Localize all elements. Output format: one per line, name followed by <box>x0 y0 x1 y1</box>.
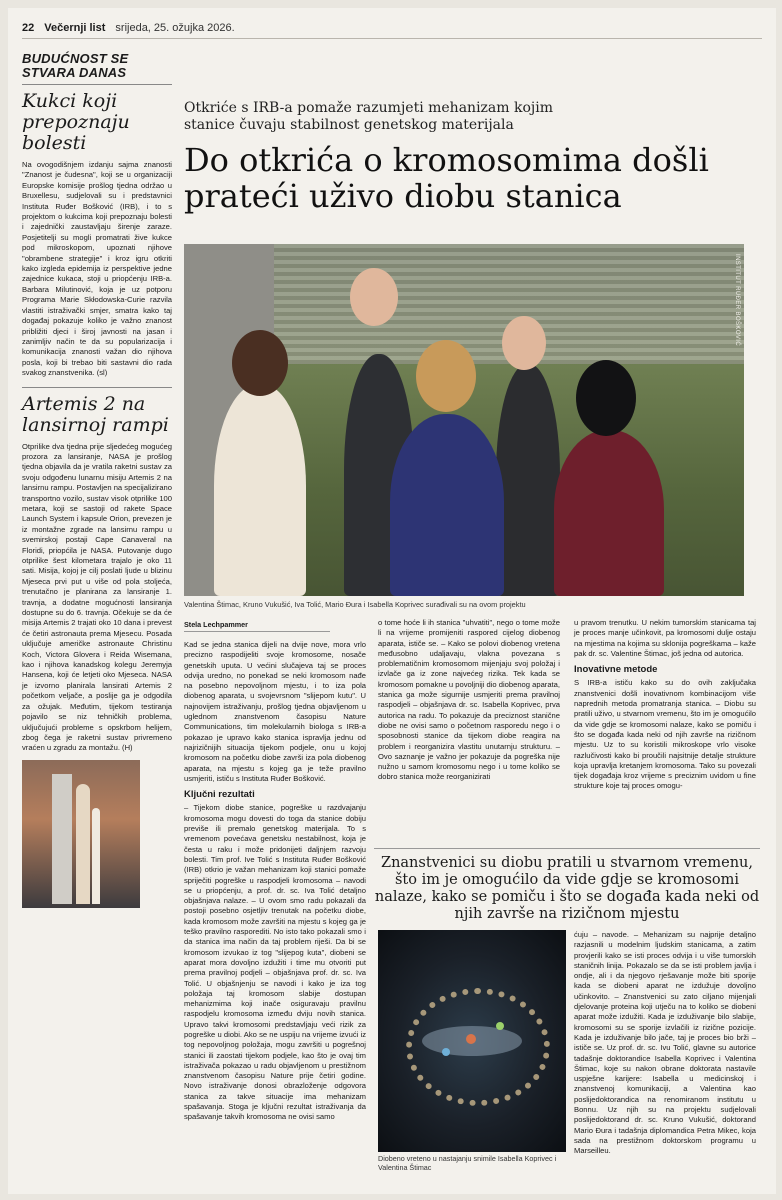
article-kicker: Otkriće s IRB-a pomaže razumjeti mehanizam kojim stanice čuvaju stabilnost genetskog materijala <box>184 100 553 133</box>
person-back-right-head <box>502 316 546 370</box>
article-column-2 <box>378 618 560 783</box>
article-column-3 <box>574 618 756 792</box>
article-headline: Do otkrića o kromosomima došli prateći uživo diobu stanica <box>184 141 709 215</box>
person-center <box>390 414 504 596</box>
chromosome-dot <box>496 1022 504 1030</box>
sidebar-column <box>22 46 172 908</box>
col4-paragraph-1: ćuju – navode. – Mehanizam su najprije detaljno razjasnili u modelnim ljudskim stanicama, a zatim provjerili kako se isti proces odvija i u više tumorskih staničnih linija. Pokazalo se da se isti problem javlja i ondje, ali i da njegovo rješavanje može biti sporije kada se diobeni aparat ne izdužuje dovoljno učinkovito. – Znanstvenici su zato ciljano mijenjali djelovanje proteina koji utječu na to koliko se diobeni aparat može izdužiti. Kada je izduživanje bilo slabije, kromosomi su se sporije izvlačili iz rizične pozicije. Kada je izduživanje bilo jače, taj je proces bio brži – ističe se. Uz prof. dr. sc. Ivu Tolić, glavne su autorice tadašnje doktorandice Isabella Koprivec i Valentina Štimac, koje su nakon obrane doktorata nastavile uspješne karijere: Isabella u medicinskoj i znanstvenoj komunikaciji, a Valentina kao poslijedoktorandica na renomiranom institutu u Bonnu. Uz njih su na projektu sudjelovali poslijedoktorand dr. sc. Kruno Vukušić, doktorand Mario Đura i tadašnja diplomandica Petra Mikec, koja sada na prestižnom doktorskom programu u Marseilleu. <box>574 930 756 1156</box>
person-right <box>554 430 664 596</box>
article-column-4 <box>574 930 756 1157</box>
issue-date: srijeda, 25. ožujka 2026. <box>115 22 235 34</box>
person-right-hair <box>576 360 636 436</box>
team-photo <box>184 244 744 596</box>
col1-paragraph-2: – Tijekom diobe stanice, pogreške u razdvajanju kromosoma mogu dovesti do toga da stanice dobiju previše ili premalo genetskog materijala. To s vremenom povećava genetsku nestabilnost, koja je česta u raku i može pridonijeti daljnjem razvoju bolesti. Tim prof. Ive Tolić s Instituta Ruđer Bošković (IRB) otkrio je važan mehanizam koji stanici pomaže spriječiti pogreške u raspodjeli kromosoma – navodi se u priopćenju, a prof. dr. sc. Iva Tolić detaljno objašnjava nalaze. – U ovom smo radu pokazali da postoji posebno osjetljiv trenutak na početku diobe, kada kromosom može završiti na mjestu s kojeg ga je teško pravilno rasporediti. No isto tako pokazali smo i da stanica ima način da taj problem riješi. Da bi se kromosom izvukao iz tog "slijepog kuta", diobeni se aparat mora dovoljno izdužiti i time mu otvoriti put prema pravilnoj podjeli – objašnjava prof. dr. sc. Iva Tolić. U objašnjenju se navodi i kako je iza tog položaja taj kromosom slabije dostupan mehanizmima koji inače osiguravaju pravilnu raspodjelu kromosoma između dviju novih stanica. Upravo takvi kromosomi predstavljaju veći rizik za pogreške u diobi. Ako se ne uspiju na vrijeme izvući iz tog nepovoljnog položaja, mogu završiti u pogrešnoj stanici ili zaostati tijekom podjele, kao što je ovaj tim istraživača pokazao u radu objavljenom u prestižnom znanstvenom časopisu Nature prije četiri godine. Novo istraživanje donosi obrazloženje odgovora stanica za takve situacije ima mehanizam spašavanja. Stoga je ključni rezultat istraživanja da spašavanje takvih kromosoma ne ovisi samo <box>184 803 366 1122</box>
col1-paragraph-1: Kad se jedna stanica dijeli na dvije nove, mora vrlo precizno raspodijeliti svoje kromosome, nosače genetskih uputa. U većini slučajeva taj se proces odvija uredno, no ponekad se neki kromosom nađe na posebno nepovoljnom mjestu, i to iza pola diobenog aparata, u svojevrsnom "slijepom kutu". U najnovijem istraživanju, prošlog tjedna objavljenom u uglednom znanstvenom časopisu Nature Communications, tim molekularnih biologa s IRB-a pokazao je upravo kako stanica ispravlja jednu od najrizičnijih situacija tijekom podjele, onu u kojoj kromosom na početku diobe završi iza pola diobenog aparata, na mjestu s kojeg ga je teže pravilno usmjeriti, ističu s Instituta Ruđer Bošković. <box>184 640 366 783</box>
col3-paragraph-1: u pravom trenutku. U nekim tumorskim stanicama taj je proces manje učinkovit, pa kromosomi dulje ostaju na mjestima na kojima su sklonija pogreškama – kaže pak dr. sc. Valentine Štimac, još jedna od autorica. <box>574 618 756 658</box>
publication-name: Večernji list <box>44 22 106 34</box>
person-back-right <box>496 364 560 596</box>
story2-title: Artemis 2 na lansirnoj rampi <box>22 387 172 436</box>
story2-body: Otprilike dva tjedna prije sljedećeg mogućeg prozora za lansiranje, NASA je prošlog tjedna objavila da je vratila raketni sustav za svoju odgođenu lunarnu misiju Artemis 2 na lansirnu rampu. Postavljen na specijalizirano transportno vozilo, sustav visok otprilike 100 metara, koji se sastoji od rakete Space Launch System i kapsule Orion, prevezen je iz montažne zgrade na lansirnu rampu u svemirskoj postaji Cape Canaveral na Floridi, priopćila je NASA. Putovanje dugo otprilike šest kilometara trajalo je oko 11 sati. Misija, kojoj je cilj poslati ljude u blizinu Mjeseca prvi put u više od pola stoljeća, trenutačno je planirana za lansiranje 1. travnja, a dodatne mogućnosti lansiranja dostupne su do 6. travnja. Očekuje se da će misija Artemis 2 trajati oko 10 dana i prevest će četiri astronauta prema Mjesecu. Posada uključuje američke astronaute Christinu Koch, Victora Glovera i Reida Wisemana, kao i njihova kanadskog kolegu Jeremyja Hansena, koji će letjeti oko Mjeseca. NASA je izvorno planirala lansirati Artemis 2 početkom veljače, a poslije ga je odgodila za ožujak. Međutim, tijekom testiranja pojavilo se niz tehničkih problema, uključujući probleme s opskrbom helijem, zbog čega je raketni sustav privremeno vraćen u zgradu za montažu. (H) <box>22 441 172 753</box>
person-center-hair <box>416 340 476 412</box>
story1-title: Kukci koji prepoznaju bolesti <box>22 84 172 154</box>
col1-subheading: Ključni rezultati <box>184 789 255 801</box>
chromosome-dot <box>466 1034 476 1044</box>
chromosome-dot <box>442 1048 450 1056</box>
rocket-booster <box>92 808 100 904</box>
microscopy-caption: Diobeno vreteno u nastajanju snimile Isabella Koprivec i Valentina Štimac <box>378 1154 557 1172</box>
col3-subheading: Inovativne metode <box>574 664 658 676</box>
article-byline: Stela Lechpammer <box>184 620 330 632</box>
rocket-photo <box>22 760 140 908</box>
story1-body: Na ovogodišnjem izdanju sajma znanosti "Znanost je čudesna", koji se u organizaciji Europske komisije prošlog tjedna održao u Bruxellesu, sudjelovali su i predstavnici Instituta Ruđer Bošković (IRB), i to s projektom o kukcima koji prepoznaju bolesti i zajednički zaustavljaju širenje zaraze. Posjetitelji su mogli promatrati žive kukce pod mikroskopom, upoznati njihove "obrambene strategije" i kroz igru otkriti kako izgleda epidemija iz perspektive jedne zajednice kukaca, stoji u priopćenju IRB-a. Barbara Milutinović, koja je uz potporu Programa Marie Skłodowska-Curie razvila vlastiti istraživački smjer, smatra kako taj događaj pokazuje koliko je važno znanost približiti djeci i široj javnosti na jasan i zanimljiv način te da su popularizacija i komunikacija znanosti važan dio njihova posla, koji bi trebao biti sastavni dio rada svakog znanstvenika. (sl) <box>22 160 172 378</box>
person-left-hair <box>232 330 288 396</box>
col2-paragraph-1: o tome hoće li ih stanica "uhvatiti", nego o tome može li na vrijeme promijeniti raspored cijelog diobenog aparata, ističe se. – Kako se polovi diobenog vretena međusobno udaljavaju, vlakna povezana s problematičnim kromosomom mijenjaju svoj položaj i izvlače ga iz zone najvećeg rizika. Tek kada se kromosom pomakne u povoljniji dio diobenog aparata, stanica ga može sigurnije usmjeriti prema pravilnoj raspodjeli – objašnjava dr. sc. Isabella Koprivec, prva autorica na radu. To pokazuje da preciznost stanične diobe ne ovisi samo o početnom rasporedu nego i o sposobnosti stanice da tijekom diobe reagira na problem i reorganizira vlastitu unutarnju strukturu. – Ovo saznanje je važno jer pokazuje da pogreška nije nužno u samom kromosomu nego i u tome koliko se dobro stanica može reorganizirati <box>378 618 560 782</box>
page-number: 22 <box>22 22 35 34</box>
microscopy-image <box>378 930 566 1152</box>
page-header <box>22 18 762 39</box>
article-column-1 <box>184 640 366 1123</box>
rocket-body <box>76 784 90 904</box>
person-left <box>214 384 306 596</box>
person-back-left-head <box>350 268 398 326</box>
newspaper-page <box>8 8 776 1194</box>
col3-paragraph-2: S IRB-a ističu kako su do ovih zaključaka znanstvenici došli inovativnom kombinacijom više naprednih metoda promatranja stanica. – Diobu su pratili uživo, u stvarnom vremenu, što im je omogućilo da vide gdje se kromosomi nalaze, kako se pomiču i što se događa kada neki od njih završe na rizičnom mjestu. Uz to su koristili mikroskope vrlo visoke razlučivosti kako bi proučili najsitnije detalje strukture koja upravlja kretanjem kromosoma. Tako su povezali tijek događaja kroz vrijeme s preciznim uvidom u fine strukture koje taj proces omogu- <box>574 678 756 791</box>
photo-caption: Valentina Štimac, Kruno Vukušić, Iva Tolić, Mario Đura i Isabella Koprivec surađivali su na ovom projektu <box>184 600 526 609</box>
pull-quote: Znanstvenici su diobu pratili u stvarnom vremenu, što im je omogućilo da vide gdje se kromosomi nalaze, kako se pomiču i što se događa kada neki od njih završe na rizičnom mjestu <box>374 848 760 923</box>
launch-tower <box>52 774 72 904</box>
section-title: BUDUĆNOST SE STVARA DANAS <box>22 51 129 80</box>
photo-credit: INSTITUT RUĐER BOŠKOVIĆ <box>734 254 740 347</box>
